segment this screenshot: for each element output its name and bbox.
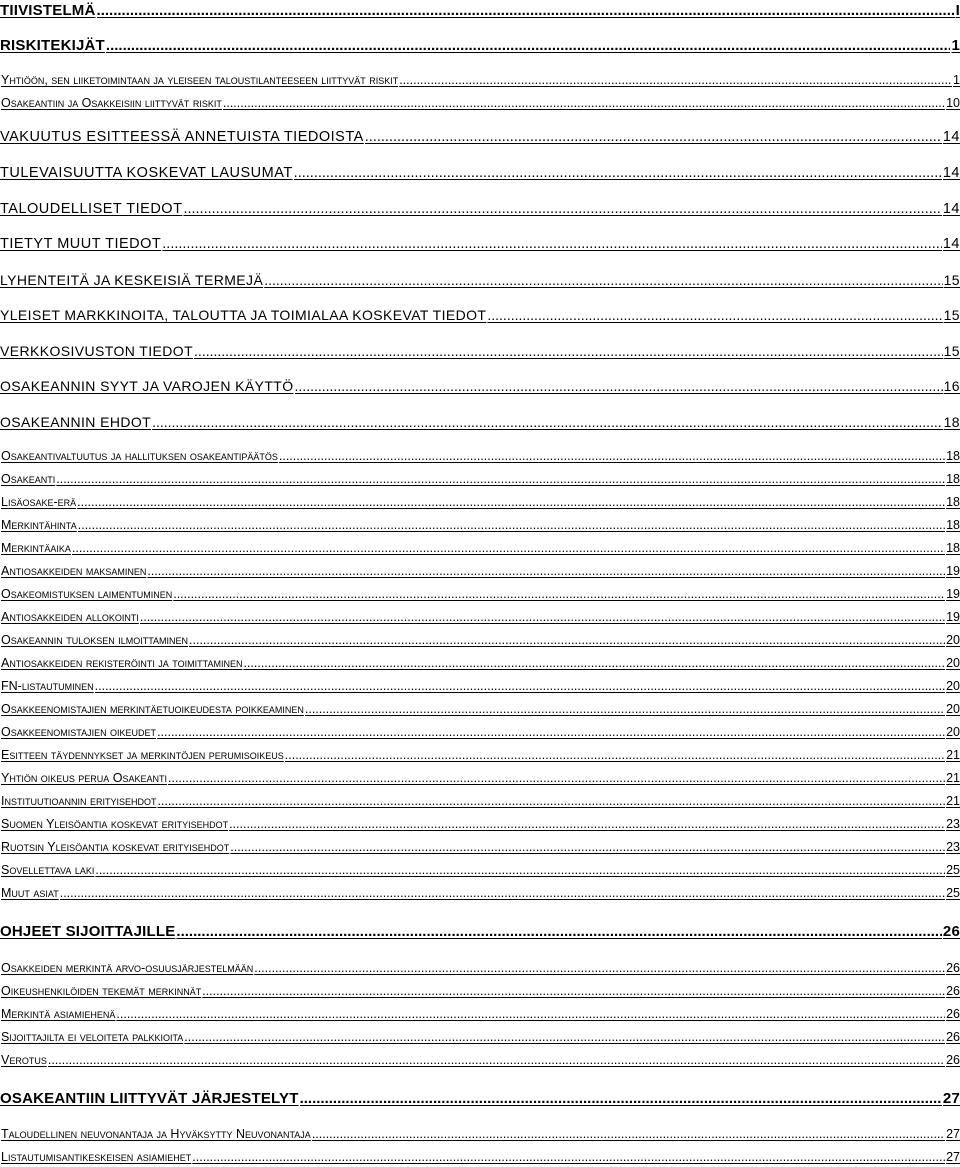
toc-entry-page: 15 — [943, 307, 960, 323]
toc-entry-title: TIETYT MUUT TIEDOT — [0, 236, 162, 252]
toc-entry[interactable] — [0, 1127, 960, 1141]
toc-entry-page: 20 — [946, 702, 960, 716]
toc-entry-title: Instituutioannin erityisehdot — [1, 794, 157, 808]
toc-entry[interactable] — [0, 610, 960, 624]
toc-entry-page: 27 — [946, 1150, 960, 1164]
toc-leader — [295, 378, 943, 394]
toc-entry-title: Osakeannin tuloksen ilmoittaminen — [1, 633, 189, 647]
toc-entry-page: 21 — [946, 794, 960, 808]
toc-entry[interactable] — [0, 656, 960, 670]
toc-entry-title: Antiosakkeiden allokointi — [1, 610, 139, 624]
toc-entry[interactable] — [0, 449, 960, 463]
toc-entry-title: OSAKEANNIN SYYT JA VAROJEN KÄYTTÖ — [0, 378, 294, 394]
toc-entry[interactable] — [0, 518, 960, 532]
toc-entry[interactable] — [0, 343, 960, 359]
toc-entry-page: 1 — [953, 73, 960, 87]
toc-entry-page: 18 — [943, 414, 960, 430]
toc-entry[interactable] — [0, 201, 960, 217]
toc-entry-title: Oikeushenkilöiden tekemät merkinnät — [1, 984, 202, 998]
toc-entry-title: LYHENTEITÄ JA KESKEISIÄ TERMEJÄ — [0, 272, 264, 288]
toc-entry-page: 1 — [951, 37, 960, 54]
toc-entry-page: 14 — [942, 236, 960, 252]
toc-entry-page: 14 — [942, 201, 960, 217]
toc-entry-title: TULEVAISUUTTA KOSKEVAT LAUSUMAT — [0, 165, 293, 181]
toc-entry-title: Osakkeenomistajien oikeudet — [1, 725, 157, 739]
toc-entry-title: TALOUDELLISET TIEDOT — [0, 201, 183, 217]
toc-entry-title: Merkintähinta — [1, 518, 77, 532]
toc-entry[interactable] — [0, 236, 960, 252]
toc-leader — [300, 1090, 942, 1107]
toc-entry-title: Antiosakkeiden maksaminen — [1, 564, 147, 578]
toc-leader — [184, 1030, 945, 1044]
toc-leader — [399, 73, 952, 87]
toc-entry-page: 21 — [946, 748, 960, 762]
toc-entry-title: Osakeomistuksen laimentuminen — [1, 587, 173, 601]
toc-entry-title: Osakeanti — [1, 472, 56, 486]
toc-entry-page: 14 — [942, 129, 960, 145]
toc-entry-title: FN-listautuminen — [1, 679, 94, 693]
toc-entry[interactable] — [0, 414, 960, 430]
toc-entry[interactable] — [0, 96, 960, 110]
toc-leader — [285, 748, 945, 762]
toc-leader — [294, 165, 942, 181]
toc-entry-page: 27 — [946, 1127, 960, 1141]
toc-leader — [77, 495, 945, 509]
toc-entry-tiivistelma[interactable] — [0, 2, 960, 19]
toc-leader — [279, 449, 945, 463]
toc-leader — [97, 2, 955, 19]
toc-leader — [202, 984, 945, 998]
toc-entry-page: 18 — [946, 541, 960, 555]
toc-leader — [229, 817, 945, 831]
toc-entry-ohjeet-sijoittajille[interactable] — [0, 923, 960, 940]
toc-entry-page: 26 — [946, 1053, 960, 1067]
toc-entry-page: 10 — [946, 96, 960, 110]
toc-entry-title: OSAKEANTIIN LIITTYVÄT JÄRJESTELYT — [0, 1090, 299, 1107]
toc-entry[interactable] — [0, 541, 960, 555]
toc-entry[interactable] — [0, 1030, 960, 1044]
toc-entry-title: YLEISET MARKKINOITA, TALOUTTA JA TOIMIALAA KOSKEVAT TIEDOT — [0, 307, 487, 323]
toc-entry[interactable] — [0, 165, 960, 181]
toc-entry[interactable] — [0, 984, 960, 998]
toc-leader — [95, 679, 945, 693]
toc-entry[interactable] — [0, 725, 960, 739]
toc-entry[interactable] — [0, 564, 960, 578]
toc-leader — [487, 307, 942, 323]
toc-entry[interactable] — [0, 633, 960, 647]
toc-leader — [194, 343, 943, 359]
toc-entry-page: 25 — [946, 863, 960, 877]
toc-entry[interactable] — [0, 378, 960, 394]
toc-entry[interactable] — [0, 961, 960, 975]
toc-leader — [162, 236, 942, 252]
toc-leader — [60, 886, 945, 900]
toc-entry-page: 20 — [946, 656, 960, 670]
toc-entry-page: 23 — [946, 840, 960, 854]
toc-entry-page: 27 — [942, 1090, 960, 1107]
toc-entry-title: Merkintä asiamiehenä — [1, 1007, 116, 1021]
toc-entry[interactable] — [0, 1007, 960, 1021]
toc-leader — [140, 610, 945, 624]
toc-leader — [168, 771, 945, 785]
toc-entry[interactable] — [0, 840, 960, 854]
toc-entry-page: 18 — [946, 449, 960, 463]
toc-entry[interactable] — [0, 702, 960, 716]
toc-leader — [230, 840, 945, 854]
toc-entry-page: I — [955, 2, 960, 19]
toc-leader — [48, 1053, 945, 1067]
toc-entry[interactable] — [0, 794, 960, 808]
toc-entry-title: Osakkeiden merkintä arvo-osuusjärjestelmään — [1, 961, 254, 975]
toc-leader — [106, 37, 951, 54]
toc-entry-title: OSAKEANNIN EHDOT — [0, 414, 152, 430]
toc-leader — [152, 414, 943, 430]
toc-entry-title: OHJEET SIJOITTAJILLE — [0, 923, 176, 940]
toc-entry[interactable] — [0, 73, 960, 87]
toc-entry-page: 15 — [943, 343, 960, 359]
toc-entry-page: 18 — [946, 495, 960, 509]
toc-leader — [56, 472, 945, 486]
toc-leader — [157, 794, 945, 808]
toc-entry-title: Verotus — [1, 1053, 47, 1067]
toc-entry-page: 26 — [946, 1007, 960, 1021]
toc-leader — [157, 725, 945, 739]
toc-entry[interactable] — [0, 1053, 960, 1067]
toc-entry-title: Merkintäaika — [1, 541, 71, 555]
toc-entry-title: Suomen Yleisöantia koskevat erityisehdot — [1, 817, 229, 831]
toc-entry-title: Yhtiön oikeus perua Osakeanti — [1, 771, 168, 785]
toc-entry-title: Sovellettava laki — [1, 863, 95, 877]
toc-leader — [312, 1127, 945, 1141]
toc-entry-title: VAKUUTUS ESITTEESSÄ ANNETUISTA TIEDOISTA — [0, 129, 364, 145]
toc-entry-title: Esitteen täydennykset ja merkintöjen perumisoikeus — [1, 748, 284, 762]
toc-entry-page: 26 — [942, 923, 960, 940]
toc-entry-title: Muut asiat — [1, 886, 59, 900]
toc-leader — [173, 587, 945, 601]
toc-entry-title: Ruotsin Yleisöantia koskevat erityisehdot — [1, 840, 230, 854]
toc-leader — [365, 129, 942, 145]
toc-entry[interactable] — [0, 886, 960, 900]
toc-entry-page: 19 — [946, 587, 960, 601]
toc-entry-title: Listautumisantikeskeisen asiamiehet — [1, 1150, 192, 1164]
toc-entry-page: 25 — [946, 886, 960, 900]
toc-leader — [189, 633, 945, 647]
toc-entry-title: Osakeantivaltuutus ja hallituksen osakeantipäätös — [1, 449, 278, 463]
toc-entry[interactable] — [0, 771, 960, 785]
toc-leader — [78, 518, 945, 532]
toc-entry-page: 21 — [946, 771, 960, 785]
toc-leader — [95, 863, 945, 877]
toc-entry-page: 20 — [946, 633, 960, 647]
toc-entry-title: VERKKOSIVUSTON TIEDOT — [0, 343, 194, 359]
toc-leader — [183, 201, 941, 217]
toc-entry[interactable] — [0, 272, 960, 288]
toc-leader — [72, 541, 945, 555]
toc-entry-page: 26 — [946, 961, 960, 975]
toc-entry-osakeantiin-liittyvat[interactable] — [0, 1090, 960, 1107]
toc-entry-page: 18 — [946, 518, 960, 532]
toc-entry-page: 20 — [946, 725, 960, 739]
toc-entry-page: 16 — [943, 378, 960, 394]
toc-entry[interactable] — [0, 863, 960, 877]
toc-entry-title: RISKITEKIJÄT — [0, 37, 105, 54]
toc-leader — [264, 272, 942, 288]
toc-leader — [254, 961, 945, 975]
toc-leader — [147, 564, 945, 578]
toc-leader — [116, 1007, 945, 1021]
toc-entry[interactable] — [0, 495, 960, 509]
toc-entry-page: 18 — [946, 472, 960, 486]
toc-entry-title: Yhtiöön, sen liiketoimintaan ja yleiseen taloustilanteeseen liittyvät riskit — [1, 73, 399, 87]
toc-leader — [223, 96, 945, 110]
toc-entry[interactable] — [0, 587, 960, 601]
toc-entry-title: Antiosakkeiden rekisteröinti ja toimittaminen — [1, 656, 243, 670]
toc-entry-page: 15 — [943, 272, 960, 288]
toc-entry-title: Lisäosake-erä — [1, 495, 77, 509]
toc-entry-page: 26 — [946, 1030, 960, 1044]
toc-leader — [243, 656, 945, 670]
toc-entry[interactable] — [0, 307, 960, 323]
toc-entry[interactable] — [0, 129, 960, 145]
toc-entry-page: 23 — [946, 817, 960, 831]
toc-leader — [305, 702, 945, 716]
toc-entry-title: Osakkeenomistajien merkintäetuoikeudesta poikkeaminen — [1, 702, 304, 716]
toc-entry-title: Taloudellinen neuvonantaja ja Hyväksytty Neuvonantaja — [1, 1127, 311, 1141]
toc-entry-page: 26 — [946, 984, 960, 998]
toc-entry[interactable] — [0, 817, 960, 831]
toc-entry-page: 14 — [942, 165, 960, 181]
toc-entry[interactable] — [0, 679, 960, 693]
toc-entry-title: TIIVISTELMÄ — [0, 2, 96, 19]
toc-leader — [192, 1150, 945, 1164]
toc-entry-title: Sijoittajilta ei veloiteta palkkioita — [1, 1030, 184, 1044]
toc-entry-page: 20 — [946, 679, 960, 693]
toc-entry[interactable] — [0, 748, 960, 762]
toc-entry-title: Osakeantiin ja Osakkeisiin liittyvät riskit — [1, 96, 222, 110]
toc-leader — [176, 923, 941, 940]
toc-entry[interactable] — [0, 1150, 960, 1164]
toc-entry-page: 19 — [946, 564, 960, 578]
toc-entry-riskitekijat[interactable] — [0, 37, 960, 54]
toc-entry-page: 19 — [946, 610, 960, 624]
toc-entry[interactable] — [0, 472, 960, 486]
